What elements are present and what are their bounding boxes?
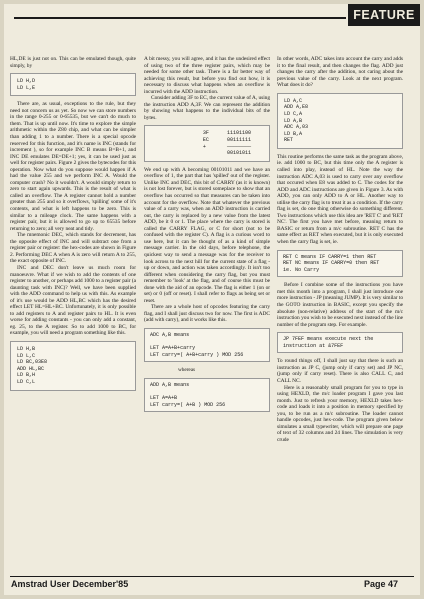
ret-code-block: RET C means IF CARRY=1 then RET RET NC means IF CARRY=0 then RET ie. No Carry (277, 250, 403, 278)
column-3 (277, 56, 403, 443)
col3-paragraph-4: To round things off, I shall just say that there is such an instruction as JP C, (jump only if carry set) and JP NC, (jump only if carry reset). There is also CALL C, and CALL NC. (277, 358, 403, 384)
col1-paragraph-3: The mnemonic DEC, which stands for decrement, has the opposite effect of INC and will subtract one from a register pair or register: the hex-codes are shown in Figure 2. Performing DEC A when A is zero will return A to 255, the exact opposite of INC. (10, 232, 136, 265)
col1-paragraph-4: INC and DEC don't leave us much room for manoeuvre. What if we wish to add the contents of one register to another, or perhaps add 1000 to a register pair (a daunting task with INC)? Well, we have been supplied with the ADD command to help us with this. As example of it's use would be ADD HL,BC which has the desired effect LET HL=HL+BC. Unfortunately, it is only possible to add registers to A and register pairs to HL. It is even worse for adding constants - you can only add a constant, eg. 25, to the A register. So to add 1000 to BC, for example, you will need a program something like this. (10, 264, 136, 337)
magazine-page (4, 4, 420, 595)
col1-paragraph-2: There are, as usual, exceptions to the rule, but they need not concern us as yet. So now we can store numbers in the range 0-255 or 0-65535, but we can't do much to them. That is up until now. It's time to explore the simple arithmetic within the Z80 chip, and what can be simpler than adding 1 to a number. There is a special opcode reserved for this function, and it's name is INC (stands for increment ), so for example INC B means B=B+1, and INC DE emulates DE=DE+1; yes, it can be used just as well for register pairs. Figure 2 gives the bytecodes for this operation. Now what do you suppose would happen if A had the value 255 and we perform INC A. Would the computer crash? No it wouldn't. A would simply return to zero to start again upwards. This is the result of what is called an overflow. The A register cannot hold a number greater than 255 and so it overflows, 'spilling' some of it's contents, and what is left happens to be zero. This is similar to a mileage clock. The same happens with a register pair, but it is allowed to go up to 65535 before returning to zero; all very neat and tidy. (10, 101, 136, 232)
column-2 (144, 56, 270, 417)
binary-value-1: 11101100 (226, 130, 251, 137)
column-1 (10, 56, 136, 396)
add-code-block: ADD A,B means LET A=A+B LET carry=( A+B ) MOD 256 (144, 378, 270, 412)
col1-paragraph-1: HL,DE is just not on. This can be emulated though, quite simply, by (10, 56, 136, 69)
col1-code-block-1: LD H,D LD L,E (10, 73, 136, 96)
binary-plus: + (202, 143, 206, 150)
footer-publication: Amstrad User December'85 (11, 579, 129, 589)
jp-code-block: JP 7FEF means execute next the instruction at &7FEF (277, 332, 403, 353)
col3-paragraph-2: This routine performs the same task as the program above, ie. add 1000 to BC, but this time only the A register is called into play, instead of HL. Note the way the instruction ADC A,03 is used to carry over any overflow that occured when E8 was added to C. The codes for the ADD and ADC instructions are given in Figure 3. As with ADD, you can only ADD to A or HL. Another way to utilise the carry flag is to treat it as a condition. If the carry flag is set, do one thing otherwise do something different. Two instructions which use this idea are 'RET C' and 'RET NC'. The first you have met before, meaning return to BASIC or return from a m/c subroutine. RET C has the same effect as RET when executed, but it is only executed when the carry flag is set, ie. (277, 153, 403, 245)
col2-paragraph-1: A bit messy, you will agree, and it has the undesired effect of using two of the three register pairs, which may be needed for some other task. There is a far better way of achieving this result, but before you find out how, it is necessary to discuss what happens when an overflow is incurred with the ADD instruction. (144, 56, 270, 95)
col2-paragraph-4: There are a whole host of opcodes featuring the carry flag, and I shall just discuss two for now. The first is ADC (add with carry), and it works like this. (144, 304, 270, 324)
col2-paragraph-2: Consider adding 3F to EC, the current value of A, using the instruction ADD A,3F. We can represent the addition by showing what happens to the individual bits of the bytes. (144, 95, 270, 121)
col3-paragraph-5: Here is a reasonably small program for you to type in using HEXLD, the m/c loader program I gave you last month. Just to refresh your memory, HEXLD takes hex-code and loads it into a position in memory specified by you, to be run as a m/c subroutine. The loader cannot handle opcodes, just hex-code. The program given below simulates a small typewriter, which will prepare one page of text of 32 columns and 24 lines. The simulation is very crude (277, 384, 403, 443)
binary-value-2: 00111111 (226, 137, 251, 144)
header-rule (14, 17, 346, 19)
col2-paragraph-3: We end up with A becoming 00101011 and we have an overflow of 1, the part that has 'spilled' out of the register. Unlike INC and DEC, this bit of CARRY (as it is known) is not lost forever, but is stored someplace to show that an overflow has occurred so that measures can be taken into account for the overflow. Note that whatever the previous value of a carry was, when an ADD instruction is carried out, the carry is replaced by a new value from the latest ADD, be it 0 or 1. The place where the carry is stored is called the CARRY FLAG, or C for short (not to be confused with the register C). A flag is a curious word to use here, but it can be thought of as a kind of simple message carrier. In the old days, before telephone, the quickest way to send a message was for the receiver to look across to the next hill for the current state of a flag - up or down, and action was taken accordingly. It isn't too different when considering the carry flag, but you must remember to 'look' at the flag, and of course this must be done with the aid of an opcode. The flag is either 1 (on or set) or 0 (off or reset). I shall refer to flags as being set or reset. (144, 166, 270, 304)
binary-result: 00101011 (226, 150, 251, 157)
feature-label: FEATURE (353, 8, 415, 22)
binary-label-1: 3F (202, 130, 209, 137)
col3-code-block-1: LD A,C ADD A,E8 LD C,A LD A,B ADC A,03 LD B,A RET (277, 93, 403, 149)
footer-rule (10, 576, 414, 577)
col3-paragraph-3: Before I combine some of the instructions you have met this month into a program, I shall just introduce one more instruction - JP (meaning JUMP). It is very similar to the GOTO instruction in BASIC, except you specify the absolute (non-relative) address of the start of the m/c instruction you wish to be executed next instead of the line number of the program step. For example. (277, 282, 403, 328)
whereas-label: whereas (178, 367, 196, 374)
binary-label-2: EC (202, 137, 209, 144)
feature-tab (348, 4, 420, 26)
binary-addition-block: 3F 11101100 EC 00111111 + ──────── 00101011 (144, 125, 270, 161)
footer-page-number: Page 47 (363, 579, 398, 589)
col3-paragraph-1: In other words, ADC takes into account the carry and adds it to the final result, and then changes the flag. ADD just changes the carry after the addition, not caring about the previous value of the carry. Look at the next program. What does it do? (277, 56, 403, 89)
adc-code-block: ADC A,B means LET A=A+B+carry LET carry=( A+B+carry ) MOD 256 (144, 328, 270, 362)
col1-code-block-2: LD H,B LD L,C LD BC,03E8 ADD HL,BC LD B,H LD C,L (10, 341, 136, 391)
